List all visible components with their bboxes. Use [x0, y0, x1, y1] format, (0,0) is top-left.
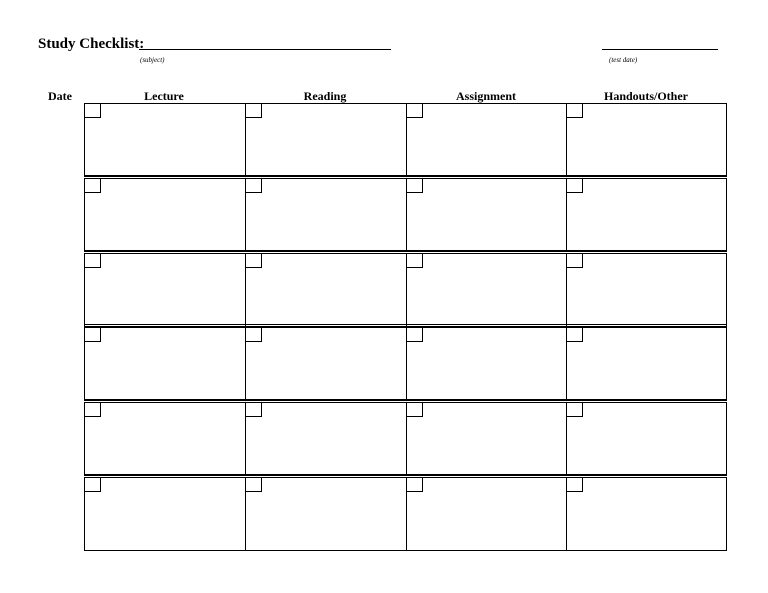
checklist-grid [84, 103, 727, 552]
checklist-cell-handouts-other [566, 477, 727, 551]
checklist-cell-reading [245, 477, 407, 551]
checklist-cell-handouts-other [566, 178, 727, 252]
column-header-reading: Reading [303, 89, 347, 103]
row-separator [84, 250, 727, 251]
checklist-cell-reading [245, 402, 407, 476]
checkbox[interactable] [85, 104, 101, 118]
test-date-line [602, 49, 718, 50]
checklist-cell-reading [245, 327, 407, 401]
checkbox[interactable] [246, 403, 262, 417]
row-separator [84, 474, 727, 475]
subject-line [139, 49, 391, 50]
checkbox[interactable] [85, 179, 101, 193]
checklist-cell-lecture [84, 327, 246, 401]
checkbox[interactable] [567, 403, 583, 417]
row-separator [84, 175, 727, 176]
checklist-cell-assignment [406, 178, 567, 252]
checklist-cell-handouts-other [566, 253, 727, 327]
checkbox[interactable] [246, 254, 262, 268]
checklist-cell-handouts-other [566, 103, 727, 177]
date-column-label: Date [48, 89, 72, 103]
checklist-cell-lecture [84, 253, 246, 327]
checklist-row [84, 103, 727, 177]
checklist-title: Study Checklist: [38, 36, 145, 52]
checklist-cell-lecture [84, 178, 246, 252]
checklist-cell-lecture [84, 103, 246, 177]
test-date-caption: (test date) [609, 56, 638, 64]
checkbox[interactable] [85, 403, 101, 417]
checklist-row [84, 477, 727, 551]
checkbox[interactable] [567, 478, 583, 492]
checklist-cell-assignment [406, 402, 567, 476]
checkbox[interactable] [246, 478, 262, 492]
checkbox[interactable] [407, 403, 423, 417]
checklist-cell-lecture [84, 477, 246, 551]
checkbox[interactable] [567, 254, 583, 268]
checklist-row [84, 327, 727, 401]
checklist-row [84, 253, 727, 327]
checklist-cell-reading [245, 178, 407, 252]
row-separator [84, 399, 727, 400]
checkbox[interactable] [567, 328, 583, 342]
checkbox[interactable] [407, 478, 423, 492]
checkbox[interactable] [246, 328, 262, 342]
checkbox[interactable] [407, 179, 423, 193]
checklist-row [84, 178, 727, 252]
checkbox[interactable] [567, 179, 583, 193]
checkbox[interactable] [407, 328, 423, 342]
checklist-cell-assignment [406, 253, 567, 327]
checklist-cell-assignment [406, 103, 567, 177]
checkbox[interactable] [85, 478, 101, 492]
column-header-lecture: Lecture [144, 89, 184, 103]
checklist-cell-lecture [84, 402, 246, 476]
checkbox[interactable] [85, 328, 101, 342]
column-header-assignment: Assignment [455, 89, 516, 103]
checklist-cell-reading [245, 103, 407, 177]
checkbox[interactable] [85, 254, 101, 268]
checkbox[interactable] [567, 104, 583, 118]
checkbox[interactable] [246, 179, 262, 193]
checkbox[interactable] [407, 104, 423, 118]
subject-caption: (subject) [140, 56, 165, 64]
checklist-cell-handouts-other [566, 402, 727, 476]
checklist-row [84, 402, 727, 476]
checkbox[interactable] [246, 104, 262, 118]
checklist-cell-assignment [406, 477, 567, 551]
checklist-cell-assignment [406, 327, 567, 401]
checkbox[interactable] [407, 254, 423, 268]
checklist-cell-reading [245, 253, 407, 327]
row-separator [84, 324, 727, 325]
checklist-cell-handouts-other [566, 327, 727, 401]
column-header-handouts-other: Handouts/Other [603, 89, 688, 103]
